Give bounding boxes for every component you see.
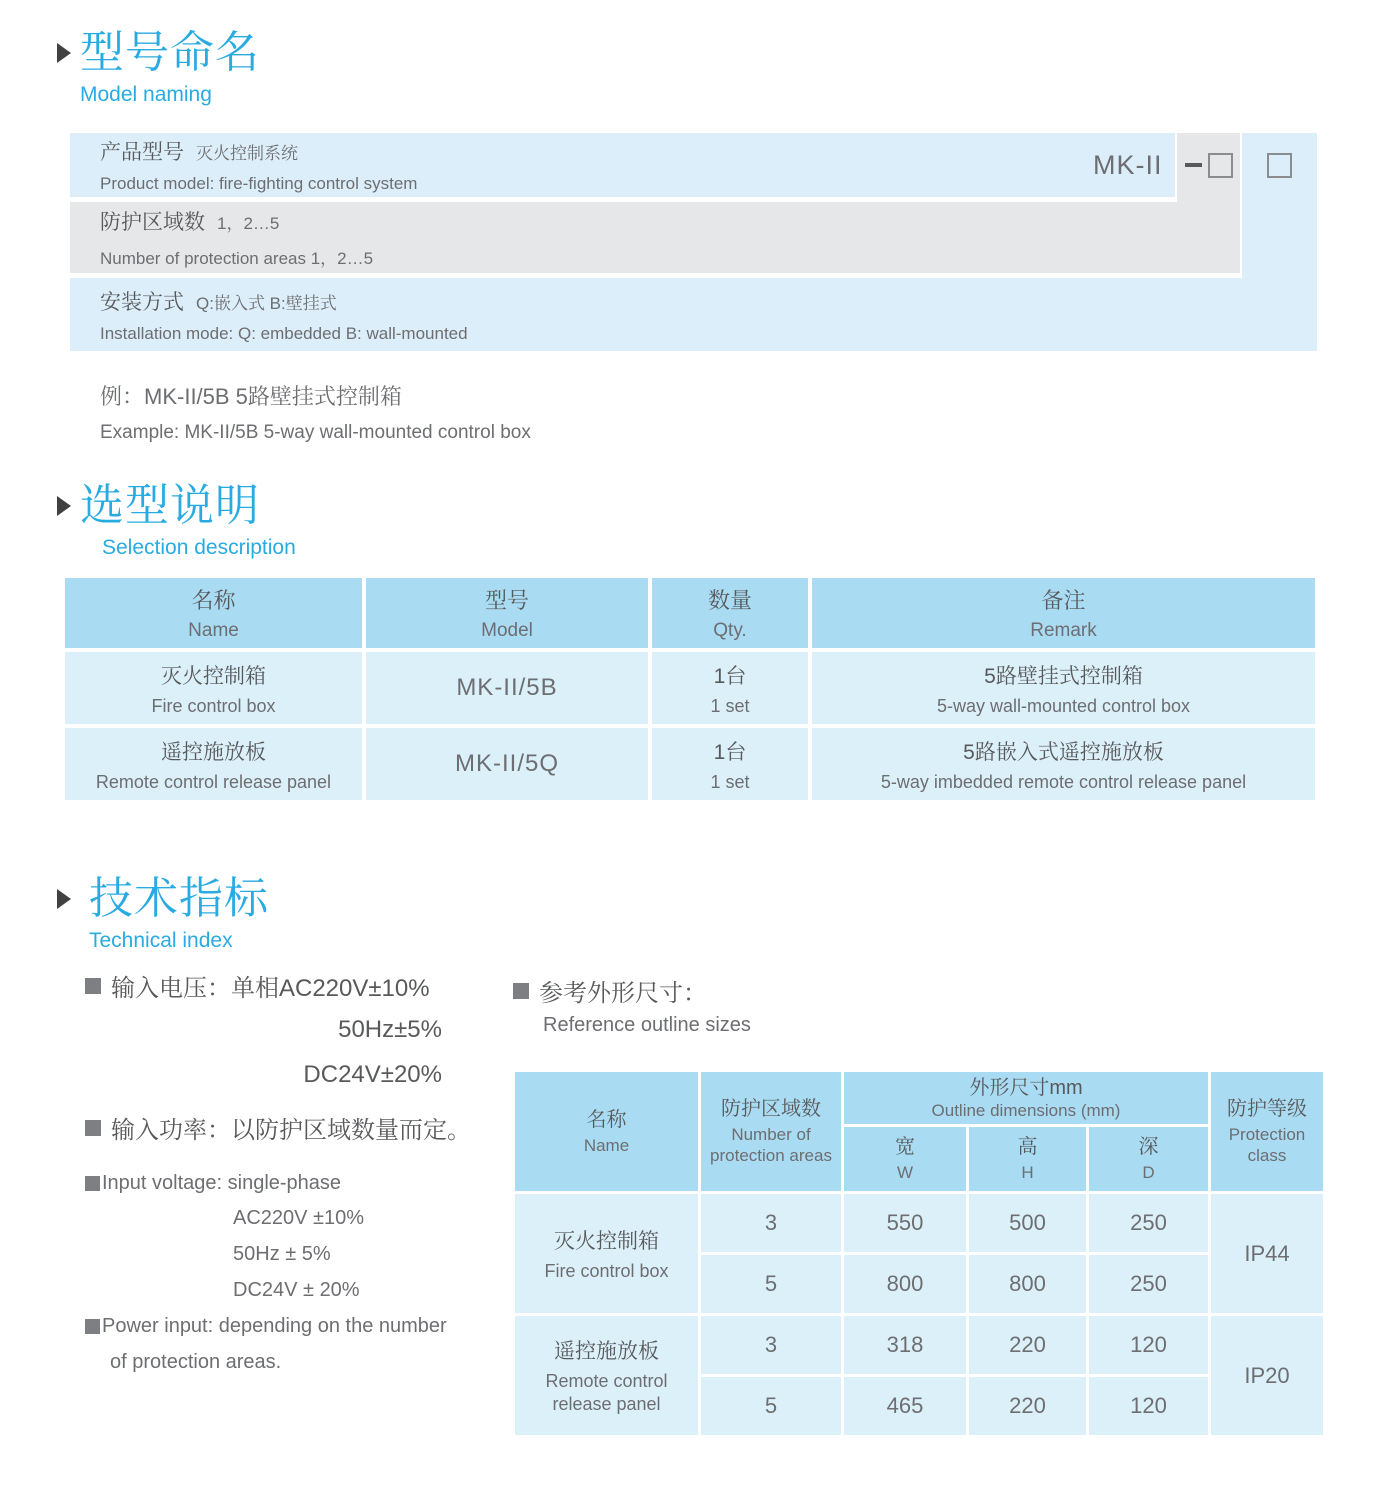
square-bullet-icon: [513, 983, 529, 999]
model-suffix-slot-1: [1177, 133, 1240, 197]
header-en: Protection class: [1228, 1125, 1306, 1165]
dims-cell-height: [969, 1194, 1086, 1252]
dims-cell-protection-ip20: [1211, 1316, 1323, 1435]
cell-en: 1 set: [710, 771, 750, 792]
value: 3: [764, 1210, 778, 1235]
value: 318: [886, 1332, 924, 1357]
cell-en: Fire control box: [544, 1260, 669, 1281]
header-en: W: [896, 1163, 914, 1182]
spec-voltage-50hz-zh: 50Hz±5%: [338, 1016, 442, 1043]
section-arrow-icon: [57, 889, 71, 909]
value: 120: [1130, 1393, 1167, 1418]
dims-cell-areas: [701, 1316, 841, 1374]
dims-cell-height: [969, 1316, 1086, 1374]
cell-zh: 灭火控制箱: [161, 664, 266, 688]
value: 800: [1009, 1271, 1046, 1296]
section-model-naming-heading: [57, 30, 260, 107]
spec-input-power-zh: [85, 1110, 471, 1145]
naming-row-label-en: Product model: fire-fighting control system: [100, 174, 418, 193]
cell-model: MK-II/5B: [456, 674, 558, 701]
header-zh: 深: [1138, 1136, 1159, 1158]
value: 250: [1130, 1210, 1167, 1235]
cell-en: Remote control release panel: [95, 771, 332, 792]
spec-text: Power input: depending on the number: [102, 1315, 447, 1337]
header-en: Qty.: [713, 620, 747, 641]
header-zh: 防护区域数: [721, 1098, 821, 1120]
dims-cell-height: [969, 1377, 1086, 1435]
naming-row-label-zh: 防护区域数: [100, 211, 205, 234]
naming-row-label-zh: 产品型号: [100, 141, 184, 164]
dims-cell-width: [844, 1316, 966, 1374]
dims-header-areas: [701, 1072, 841, 1191]
dims-cell-depth: [1089, 1377, 1208, 1435]
cell-zh: 5路壁挂式控制箱: [984, 664, 1143, 688]
dimensions-table: [515, 1072, 1323, 1435]
spec-text: AC220V ±10%: [233, 1207, 365, 1229]
dims-cell-areas: [701, 1377, 841, 1435]
naming-row-detail-zh: Q:嵌入式 B:壁挂式: [196, 293, 337, 313]
value: 465: [886, 1393, 924, 1418]
spec-voltage-50hz-en: [233, 1243, 331, 1266]
cell-en: 1 set: [710, 695, 750, 716]
section-title-zh: 技术指标: [89, 874, 269, 923]
outline-sizes-label-zh: [513, 973, 707, 1008]
table-row-cell-qty: [652, 652, 808, 724]
dims-header-outline: [844, 1072, 1208, 1124]
placeholder-box-icon: [1208, 153, 1233, 178]
section-arrow-icon: [57, 43, 71, 63]
naming-row-zh: [100, 136, 1170, 166]
dims-cell-depth: [1089, 1194, 1208, 1252]
square-bullet-icon: [85, 1319, 100, 1334]
naming-row-zh: [100, 206, 1170, 236]
header-en: Number of protection areas: [710, 1125, 832, 1165]
value: IP20: [1244, 1362, 1290, 1388]
section-technical-heading: [57, 876, 269, 953]
cell-zh: 5路嵌入式遥控施放板: [963, 740, 1164, 764]
section-arrow-icon: [57, 496, 71, 516]
header-en: Name: [583, 1135, 630, 1155]
header-en: D: [1142, 1163, 1155, 1182]
spec-voltage-dc24v-zh: DC24V±20%: [303, 1061, 442, 1088]
table-row-cell-remark: [812, 728, 1315, 800]
value: 550: [886, 1210, 924, 1235]
selection-table: [65, 578, 1315, 800]
dims-cell-width: [844, 1377, 966, 1435]
section-title-zh: 选型说明: [80, 481, 260, 530]
section-title-en: Model naming: [80, 83, 212, 106]
table-row-cell-qty: [652, 728, 808, 800]
dims-header-width: [844, 1127, 966, 1191]
model-example: [100, 380, 531, 444]
section-title-block: [80, 30, 260, 107]
header-zh: 数量: [707, 588, 752, 613]
spec-text: of protection areas.: [110, 1351, 282, 1373]
spec-text: 输入功率：以防护区域数量而定。: [111, 1117, 471, 1144]
model-example-en: Example: MK-II/5B 5-way wall-mounted control box: [100, 422, 531, 443]
spec-input-voltage-en: [85, 1172, 341, 1195]
col-header-qty: [652, 578, 808, 648]
col-header-remark: [812, 578, 1315, 648]
dims-cell-areas: [701, 1194, 841, 1252]
spec-text: Reference outline sizes: [543, 1014, 751, 1036]
section-title-zh: 型号命名: [80, 28, 260, 77]
naming-row-label-en: Number of protection areas 1，2…5: [100, 249, 374, 268]
naming-row-protection-areas: [70, 202, 1170, 273]
model-code: MK-II: [1093, 149, 1163, 180]
naming-row-detail-zh: 灭火控制系统: [196, 144, 298, 163]
cell-en: 5-way wall-mounted control box: [936, 695, 1191, 716]
header-zh: 防护等级: [1227, 1098, 1307, 1120]
dims-name-remote-control-release-panel: [515, 1316, 698, 1435]
model-example-zh: 例：MK-II/5B 5路壁挂式控制箱: [100, 384, 402, 409]
header-en: Outline dimensions (mm): [931, 1100, 1121, 1120]
value: 3: [764, 1332, 778, 1357]
header-zh: 名称: [191, 588, 236, 613]
dims-cell-protection-ip44: [1211, 1194, 1323, 1313]
naming-row-detail-zh: 1，2…5: [217, 214, 280, 233]
value: 220: [1009, 1332, 1046, 1357]
dims-cell-depth: [1089, 1255, 1208, 1313]
naming-row-product-model: [70, 133, 1170, 197]
dims-cell-height: [969, 1255, 1086, 1313]
cell-zh: 遥控施放板: [554, 1340, 659, 1363]
section-title-en: Technical index: [89, 929, 233, 952]
dash-icon: [1185, 163, 1202, 167]
header-en: H: [1021, 1163, 1034, 1182]
cell-zh: 灭火控制箱: [554, 1229, 659, 1253]
header-en: Model: [481, 620, 533, 641]
header-zh: 宽: [895, 1136, 915, 1158]
spec-voltage-ac220-en: [233, 1207, 364, 1230]
cell-en: 5-way imbedded remote control release panel: [880, 771, 1247, 792]
dims-cell-areas: [701, 1255, 841, 1313]
value: 5: [764, 1271, 778, 1296]
model-naming-diagram: [70, 133, 1317, 351]
header-zh: 名称: [586, 1108, 627, 1131]
cell-zh: 1台: [713, 740, 747, 764]
spec-voltage-dc24v-en: [233, 1279, 360, 1302]
spec-text: 参考外形尺寸：: [539, 980, 707, 1007]
table-row-cell-model: [366, 652, 648, 724]
naming-row-label-zh: 安装方式: [100, 290, 184, 314]
dims-header-depth: [1089, 1127, 1208, 1191]
value: 500: [1009, 1210, 1046, 1235]
dims-header-name: [515, 1072, 698, 1191]
header-zh: 备注: [1041, 588, 1086, 613]
dims-name-fire-control-box: [515, 1194, 698, 1313]
spec-input-power-en-line1: [85, 1315, 447, 1338]
value: 250: [1130, 1271, 1167, 1296]
dims-header-height: [969, 1127, 1086, 1191]
table-row-cell-remark: [812, 652, 1315, 724]
dims-cell-width: [844, 1194, 966, 1252]
col-header-model: [366, 578, 648, 648]
header-en: Name: [188, 620, 239, 641]
section-title-block: [89, 876, 269, 953]
table-row-cell-model: [366, 728, 648, 800]
table-row-cell-name: [65, 728, 362, 800]
square-bullet-icon: [85, 1120, 101, 1136]
section-title-block: [80, 483, 296, 560]
placeholder-box-icon: [1267, 153, 1292, 178]
header-zh: 外形尺寸mm: [969, 1076, 1083, 1099]
value: 220: [1009, 1393, 1046, 1418]
cell-zh: 1台: [713, 664, 747, 688]
cell-model: MK-II/5Q: [454, 750, 559, 777]
naming-row-installation-mode: [70, 278, 1170, 351]
value: 120: [1130, 1332, 1167, 1357]
value: 5: [764, 1393, 778, 1418]
dims-header-protection: [1211, 1072, 1323, 1191]
value: IP44: [1244, 1240, 1290, 1266]
spec-text: DC24V ± 20%: [233, 1279, 360, 1301]
table-row-cell-name: [65, 652, 362, 724]
spec-text: 输入电压：单相AC220V±10%: [111, 975, 430, 1002]
dims-cell-depth: [1089, 1316, 1208, 1374]
section-title-en: Selection description: [102, 536, 296, 559]
spec-text: 50Hz ± 5%: [233, 1243, 331, 1265]
cell-zh: 遥控施放板: [161, 740, 266, 764]
col-header-name: [65, 578, 362, 648]
outline-sizes-label-en: [543, 1014, 751, 1037]
square-bullet-icon: [85, 1176, 100, 1191]
square-bullet-icon: [85, 978, 101, 994]
naming-row-label-en: Installation mode: Q: embedded B: wall-mounted: [100, 323, 468, 343]
cell-en: Remote control release panel: [545, 1371, 668, 1414]
header-zh: 高: [1017, 1136, 1038, 1158]
cell-en: Fire control box: [151, 695, 276, 716]
header-en: Remark: [1030, 620, 1097, 641]
section-selection-heading: [57, 483, 296, 560]
model-suffix-slot-2: [1242, 133, 1317, 197]
value: 800: [886, 1271, 924, 1296]
naming-row-zh: [100, 286, 1170, 316]
header-zh: 型号: [484, 588, 529, 613]
spec-text: Input voltage: single-phase: [102, 1172, 342, 1194]
dims-cell-width: [844, 1255, 966, 1313]
spec-input-power-en-line2: [110, 1351, 281, 1374]
spec-input-voltage-zh: [85, 968, 430, 1003]
